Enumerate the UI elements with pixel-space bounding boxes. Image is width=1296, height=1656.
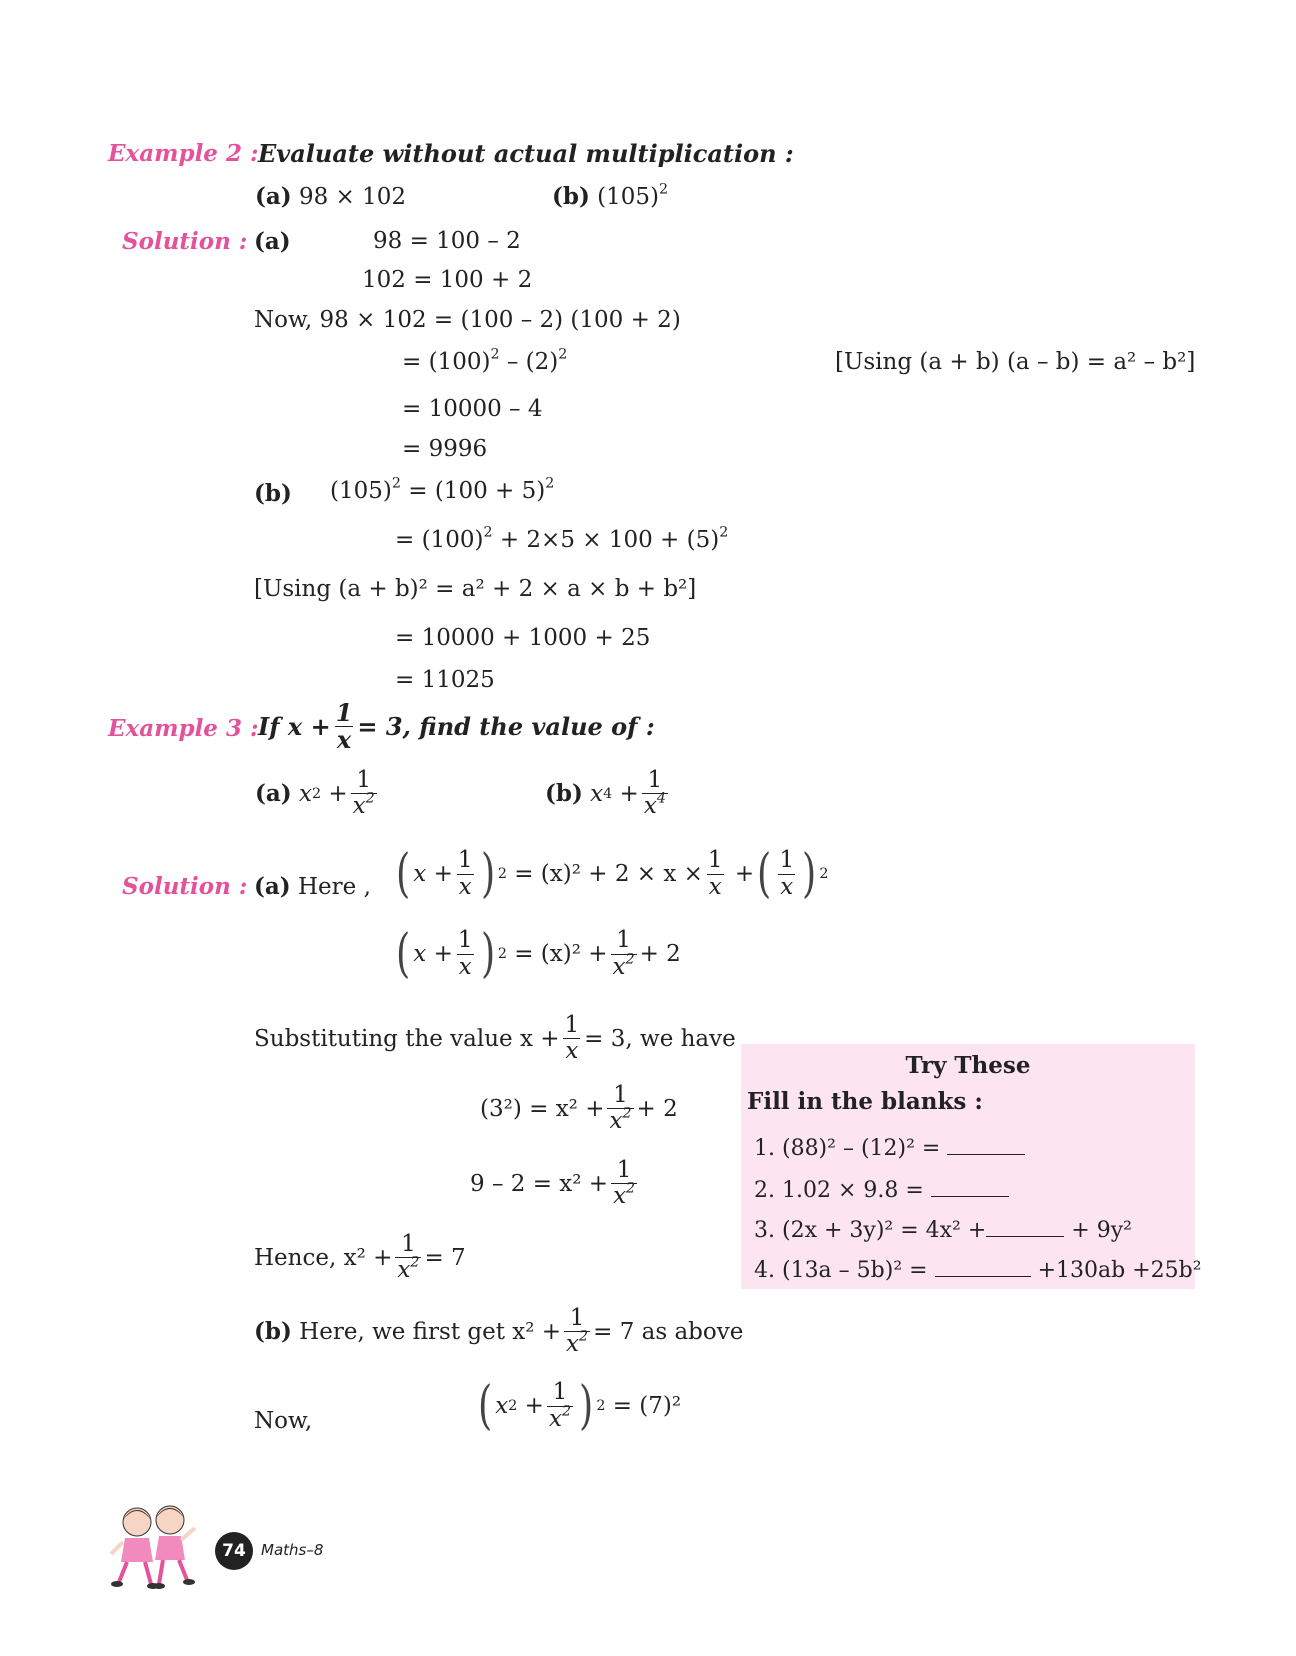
solution-2-now: Now, <box>254 1408 313 1434</box>
left-paren: ( <box>478 1376 493 1436</box>
numerator: 1 <box>647 767 663 793</box>
sq: 2 <box>365 790 375 807</box>
part-b-label: (b) <box>552 183 590 210</box>
denominator <box>395 1254 421 1284</box>
sq: 2 <box>391 475 401 492</box>
sq: 2 <box>622 1105 632 1122</box>
numerator: 1 <box>552 1379 568 1406</box>
x: x <box>352 793 366 820</box>
fraction-1-over-x <box>777 848 796 900</box>
numerator: 1 <box>569 1305 585 1331</box>
x: x <box>590 780 604 807</box>
fraction-1-over-x <box>456 928 475 980</box>
solution-2-hence <box>254 1232 466 1284</box>
numerator: 1 <box>335 698 353 727</box>
x: x <box>612 953 626 980</box>
solution-1-a-label: (a) <box>254 228 291 255</box>
item-text: 2. 1.02 × 9.8 = <box>754 1177 924 1203</box>
example-2-part-a <box>255 183 406 210</box>
denominator: x <box>708 873 722 900</box>
line4-mid: – (2) <box>499 349 559 375</box>
sq: 2 <box>483 524 493 541</box>
b-text-post: = 7 as above <box>593 1318 744 1345</box>
denominator <box>642 790 668 820</box>
numerator: 1 <box>616 1157 632 1183</box>
solution-2-now-expression: ( x 2 + $\frac{1}{x^2}$ ) 2 = (7)² <box>478 1376 682 1436</box>
solution-2-line3 <box>480 1083 678 1135</box>
solution-1-b-line2 <box>395 524 729 553</box>
fraction-1-over-x <box>334 700 355 754</box>
line4-left: = (100) <box>402 349 491 375</box>
fraction-1-over-x2 <box>351 768 377 820</box>
pow4: 4 <box>656 790 666 807</box>
solution-2-a-intro <box>254 873 371 900</box>
fraction-1-over-x2 <box>564 1306 590 1358</box>
b-line2-mid: + 2×5 × 100 + (5) <box>492 527 720 553</box>
solution-2-line1: ( x + $\frac{1}{x}$ ) 2 = (x)² + 2 × x × $\frac{1}{x}$ + ( $\frac{1}{x}$ ) 2 <box>396 844 829 904</box>
denominator <box>611 950 637 980</box>
sq: 2 <box>558 346 568 363</box>
numerator: 1 <box>613 1082 628 1108</box>
example-3-heading <box>258 700 655 754</box>
part-a-expression: 98 × 102 <box>298 184 407 210</box>
line4-lhs: 9 – 2 = x² + <box>470 1170 609 1197</box>
solution-1-a-line1: 98 = 100 – 2 <box>373 228 521 254</box>
x: x <box>613 1183 627 1210</box>
now-rhs: = (7)² <box>612 1393 682 1419</box>
equals-7: = 7 <box>424 1244 466 1271</box>
denominator: x <box>565 1038 579 1065</box>
x: x <box>298 780 312 807</box>
denominator: x <box>780 873 794 900</box>
line3-lhs: (3²) = x² + <box>480 1095 605 1122</box>
denominator <box>607 1105 633 1135</box>
example-2-label: Example 2 : <box>108 140 259 167</box>
x: x <box>609 1108 623 1135</box>
fraction-1-over-x2 <box>547 1380 573 1432</box>
blank-line <box>935 1256 1031 1277</box>
solution-1-label: Solution : <box>122 228 248 255</box>
b-label: (b) <box>254 1318 292 1346</box>
numerator: 1 <box>457 927 473 954</box>
numerator: 1 <box>616 927 631 954</box>
line2-rhs: = (x)² + <box>514 941 608 967</box>
left-paren: ( <box>757 844 772 904</box>
fraction-1-over-x2 <box>395 1232 421 1284</box>
x: x <box>413 941 427 967</box>
part-a-label: (a) <box>255 780 292 808</box>
x: x <box>495 1393 509 1419</box>
solution-2-label: Solution : <box>122 873 248 900</box>
fraction-1-over-x2 <box>611 928 637 980</box>
try-these-subtitle: Fill in the blanks : <box>747 1088 983 1115</box>
right-paren: ) <box>802 844 817 904</box>
right-paren: ) <box>480 924 495 984</box>
sq: 2 <box>545 475 555 492</box>
page-number: 74 <box>215 1532 253 1570</box>
solution-1-a-line5: = 10000 – 4 <box>402 396 543 422</box>
part-a-label: (a) <box>255 183 292 210</box>
sq: 2 <box>410 1254 420 1271</box>
example-2-heading: Evaluate without actual multiplication : <box>258 139 794 168</box>
sq: 2 <box>579 1328 589 1345</box>
denominator: x <box>458 873 472 900</box>
fraction-1-over-x2 <box>607 1083 633 1135</box>
x: x <box>413 861 427 887</box>
denominator: x <box>458 953 472 980</box>
x: x <box>397 1257 411 1284</box>
x: x <box>643 793 657 820</box>
item-text: 4. (13a – 5b)² = <box>754 1257 928 1283</box>
solution-2-substitute <box>254 1013 736 1065</box>
item-text: 1. (88)² – (12)² = <box>754 1135 941 1161</box>
example-2-part-b <box>552 183 668 210</box>
example-3-part-b: (b) x 4 + $\frac{1}{x^4}$ <box>545 767 666 820</box>
item-text: 3. (2x + 3y)² = 4x² + <box>754 1217 987 1243</box>
sq: 2 <box>490 346 500 363</box>
item-tail: + 9y² <box>1071 1217 1132 1243</box>
here-text: Here , <box>297 874 371 900</box>
denominator: x <box>336 725 352 755</box>
try-these-box <box>741 1044 1202 1289</box>
blank-line <box>931 1176 1009 1197</box>
example-3-label: Example 3 : <box>108 715 259 742</box>
solution-1-b-line1 <box>330 475 555 504</box>
sq: 2 <box>625 950 635 967</box>
part-b-base: (105) <box>597 184 660 210</box>
item-tail: +130ab +25b² <box>1037 1257 1202 1283</box>
plus-2: + 2 <box>636 1095 678 1122</box>
subst-pre: Substituting the value x + <box>254 1025 560 1052</box>
solution-1-a-line6: = 9996 <box>402 436 488 462</box>
solution-2-b-intro <box>254 1306 743 1358</box>
book-title: Maths–8 <box>261 1541 324 1559</box>
numerator: 1 <box>707 847 723 874</box>
b-text-pre: Here, we first get x² + <box>299 1318 562 1345</box>
b-line1-left: (105) <box>330 478 392 504</box>
hence-text: Hence, x² + <box>254 1244 393 1271</box>
try-item-3 <box>754 1216 1132 1243</box>
example-3-part-a: (a) x 2 + $\frac{1}{x^2}$ <box>255 767 375 820</box>
solution-2-line4 <box>470 1158 640 1210</box>
x: x <box>566 1331 580 1358</box>
sq: 2 <box>719 524 729 541</box>
heading-pre: If x + <box>258 712 331 742</box>
solution-1-b-label: (b) <box>254 480 292 507</box>
denominator <box>611 1180 637 1210</box>
numerator: 1 <box>564 1012 580 1038</box>
solution-1-b-line4: = 11025 <box>395 667 495 693</box>
denominator <box>564 1328 590 1358</box>
line1-rhs: = (x)² + 2 × x × <box>514 861 703 887</box>
solution-1-b-hint: [Using (a + b)² = a² + 2 × a × b + b²] <box>254 576 697 602</box>
solution-1-a-hint: [Using (a + b) (a – b) = a² – b²] <box>835 349 1196 375</box>
blank-line <box>986 1216 1064 1237</box>
numerator: 1 <box>457 847 473 874</box>
solution-1-b-line3: = 10000 + 1000 + 25 <box>395 625 651 651</box>
b-line2-left: = (100) <box>395 527 484 553</box>
plus-2: + 2 <box>639 941 681 967</box>
solution-1-a-line3: Now, 98 × 102 = (100 – 2) (100 + 2) <box>254 307 681 333</box>
try-item-4 <box>754 1256 1202 1283</box>
denominator <box>351 790 377 820</box>
part-b-exponent: 2 <box>659 181 669 198</box>
right-paren: ) <box>480 844 495 904</box>
numerator: 1 <box>779 847 795 874</box>
left-paren: ( <box>396 844 411 904</box>
kids-mascot-icon <box>105 1500 205 1592</box>
b-line1-mid: = (100 + 5) <box>400 478 546 504</box>
solution-1-a-line2: 102 = 100 + 2 <box>362 267 533 293</box>
fraction-1-over-x2 <box>611 1158 637 1210</box>
try-these-title: Try These <box>905 1052 1031 1079</box>
heading-post: = 3, find the value of : <box>357 712 655 742</box>
solution-2-line2: ( x + $\frac{1}{x}$ ) 2 = (x)² + $\frac{1}{x^2}$ + 2 <box>396 924 681 984</box>
denominator <box>547 1402 573 1432</box>
x: x <box>548 1405 562 1432</box>
right-paren: ) <box>579 1376 594 1436</box>
fraction-1-over-x <box>563 1013 582 1065</box>
try-item-2 <box>754 1176 1009 1203</box>
fraction-1-over-x <box>706 848 725 900</box>
sq: 2 <box>626 1180 636 1197</box>
left-paren: ( <box>396 924 411 984</box>
numerator: 1 <box>356 767 371 793</box>
numerator: 1 <box>401 1231 416 1257</box>
blank-line <box>947 1134 1025 1155</box>
a-label: (a) <box>254 873 291 900</box>
fraction-1-over-x4 <box>642 768 668 820</box>
fraction-1-over-x <box>456 848 475 900</box>
solution-1-a-line4 <box>402 346 568 375</box>
sq: 2 <box>561 1402 572 1419</box>
subst-post: = 3, we have <box>584 1025 736 1052</box>
try-item-1 <box>754 1134 1025 1161</box>
part-b-label: (b) <box>545 780 583 808</box>
